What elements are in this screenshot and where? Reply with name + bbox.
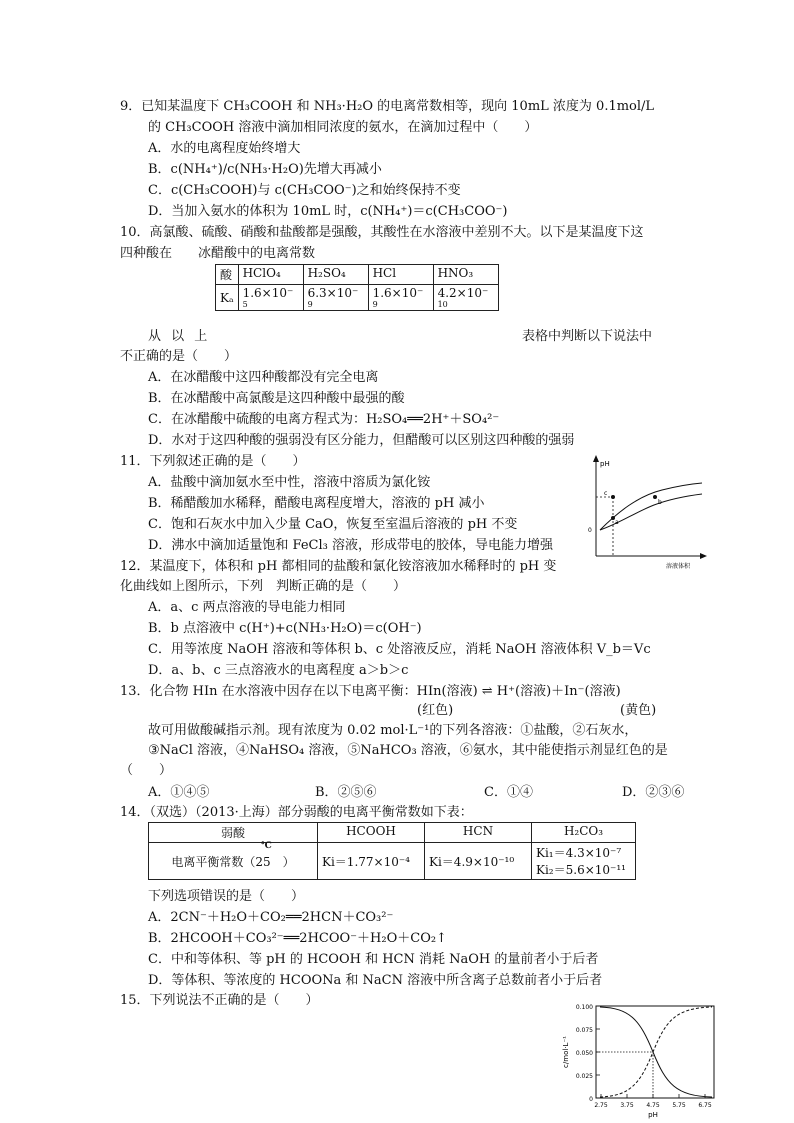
acid-curve	[600, 1007, 712, 1097]
table-cell: H₂SO₄	[303, 265, 368, 285]
table-cell: HCl	[368, 265, 433, 285]
x-tick-label: 5.75	[672, 1102, 686, 1109]
table-cell	[368, 285, 433, 311]
x-axis-label: 溶液体积	[666, 563, 691, 570]
q13-option-d: D．②③⑥	[622, 785, 685, 800]
table-row	[149, 843, 636, 880]
table-cell: Kₐ	[216, 285, 239, 311]
table-cell	[433, 285, 498, 311]
y-tick-label: 0.100	[575, 1004, 593, 1011]
q12-option-b: B．b 点溶液中 c(H⁺)+c(NH₃·H₂O)＝c(OH⁻)	[148, 621, 422, 636]
q13-red-label: (红色)	[417, 703, 454, 718]
ki1-value: Ki₁＝4.3×10⁻⁷	[536, 846, 622, 860]
q9-option-c: C．c(CH₃COOH)与 c(CH₃COO⁻)之和始终保持不变	[148, 183, 461, 198]
q10-stem-line1: 10．高氯酸、硫酸、硝酸和盐酸都是强酸，其酸性在水溶液中差别不大。以下是某温度下这	[120, 225, 644, 240]
table-cell	[238, 285, 303, 311]
y-tick-label: 0	[589, 1096, 593, 1103]
table-cell: HCN	[425, 823, 532, 843]
q12-stem-line1: 12．某温度下，体积和 pH 都相同的盐酸和氯化铵溶液加水稀释时的 pH 变	[120, 559, 557, 574]
x-tick-label: 6.75	[698, 1102, 712, 1109]
q12-option-c: C．用等浓度 NaOH 溶液和等体积 b、c 处溶液反应，消耗 NaOH 溶液体积 V_b＝Vc	[148, 642, 651, 657]
table-cell: 弱酸	[149, 823, 318, 843]
x-tick-label: 2.75	[594, 1102, 608, 1109]
x-axis-label: pH	[648, 1111, 658, 1119]
q11-option-c: C．饱和石灰水中加入少量 CaO，恢复至室温后溶液的 pH 不变	[148, 517, 518, 532]
point-label-b: b	[658, 499, 662, 506]
q13-option-c: C．①④	[484, 785, 533, 800]
q11-stem: 11．下列叙述正确的是（ ）	[120, 454, 306, 469]
q13-option-a: A．①④⑤	[148, 785, 210, 800]
q10-option-d: D．水对于这四种酸的强弱没有区分能力，但醋酸可以区别这四种酸的强弱	[148, 433, 575, 448]
table-cell: H₂CO₃	[532, 823, 636, 843]
point-label-a: a	[615, 519, 619, 526]
ka-exponent: 9	[372, 300, 378, 309]
x-tick-label: 4.75	[646, 1102, 660, 1109]
anion-curve	[600, 1007, 712, 1097]
table-cell: Ki＝4.9×10⁻¹⁰	[425, 843, 532, 880]
q12-ph-dilution-figure	[578, 452, 708, 572]
q10-stem-line2: 四种酸在 冰醋酸中的电离常数	[120, 246, 316, 261]
q10-option-c: C．在冰醋酸中硫酸的电离方程式为：H₂SO₄══2H⁺＋SO₄²⁻	[148, 412, 500, 427]
q10-ka-table	[215, 264, 499, 311]
origin-label: 0	[588, 527, 592, 534]
q14-option-c: C．中和等体积、等 pH 的 HCOOH 和 HCN 消耗 NaOH 的量前者小于后者	[148, 952, 599, 967]
q10-option-b: B．在冰醋酸中高氯酸是这四种酸中最强的酸	[148, 391, 405, 406]
table-cell: HCOOH	[318, 823, 425, 843]
point-c	[611, 495, 615, 499]
table-cell	[532, 843, 636, 880]
q14-sub-stem: 下列选项错误的是（ ）	[148, 889, 305, 904]
q11-option-b: B．稀醋酸加水稀释，醋酸电离程度增大，溶液的 pH 减小	[148, 496, 485, 511]
table-cell: HNO₃	[433, 265, 498, 285]
table-cell: HClO₄	[238, 265, 303, 285]
q13-stem-line2: 故可用做酸碱指示剂。现有浓度为 0.02 mol·L⁻¹的下列各溶液：①盐酸，②石灰水，	[148, 723, 638, 738]
q10-mid-right: 表格中判断以下说法中	[522, 329, 653, 344]
table-cell	[149, 843, 318, 880]
q12-stem-line2: 化曲线如上图所示，下列 判断正确的是（ ）	[120, 579, 407, 594]
q14-stem: 14．（双选）（2013·上海）部分弱酸的电离平衡常数如下表：	[120, 805, 473, 820]
q9-option-a: A．水的电离程度始终增大	[148, 141, 301, 156]
q10-stem-line3: 不正确的是（ ）	[120, 349, 238, 364]
ka-value: 1.6×10⁻	[242, 286, 294, 300]
row-label: 电离平衡常数（25 ）	[171, 854, 295, 869]
plot-frame	[596, 1006, 714, 1098]
ka-value: 1.6×10⁻	[372, 286, 424, 300]
ka-exponent: 5	[242, 300, 248, 309]
q13-answer-paren: （ ）	[120, 763, 173, 778]
x-axis-arrow	[700, 553, 707, 559]
q10-mid-left: 从 以 上	[148, 329, 211, 344]
q14-option-b: B．2HCOOH＋CO₃²⁻══2HCOO⁻＋H₂O＋CO₂↑	[148, 931, 447, 946]
q13-stem-line1: 13．化合物 HIn 在水溶液中因存在以下电离平衡：HIn(溶液) ⇌ H⁺(溶液)＋In⁻(溶液)	[120, 684, 621, 699]
ka-exponent: 10	[437, 300, 448, 309]
y-axis-label: c/mol·L⁻¹	[562, 1036, 570, 1068]
q9-stem-line2: 的 CH₃COOH 溶液中滴加相同浓度的氨水，在滴加过程中（ ）	[148, 120, 538, 135]
y-tick-label: 0.050	[575, 1050, 593, 1057]
q11-option-d: D．沸水中滴加适量饱和 FeCl₃ 溶液，形成带电的胶体，导电能力增强	[148, 538, 554, 553]
ka-value: 6.3×10⁻	[307, 286, 359, 300]
table-cell: 酸	[216, 265, 239, 285]
q9-option-b: B．c(NH₄⁺)/c(NH₃·H₂O)先增大再减小	[148, 162, 382, 177]
table-cell: Ki＝1.77×10⁻⁴	[318, 843, 425, 880]
q12-option-a: A．a、c 两点溶液的导电能力相同	[148, 600, 346, 615]
q14-option-a: A．2CN⁻＋H₂O＋CO₂══2HCN＋CO₃²⁻	[148, 910, 394, 925]
q12-option-d: D．a、b、c 三点溶液水的电离程度 a＞b＞c	[148, 663, 409, 678]
q9-stem-line1: 9．已知某温度下 CH₃COOH 和 NH₃·H₂O 的电离常数相等，现向 10mL 浓度为 0.1mol/L	[120, 99, 655, 114]
q13-yellow-label: (黄色)	[620, 703, 657, 718]
q14-constant-table	[148, 822, 636, 880]
ka-exponent: 9	[307, 300, 313, 309]
ki2-value: Ki₂＝5.6×10⁻¹¹	[536, 863, 626, 877]
y-axis-label: pH	[600, 460, 610, 468]
q15-concentration-figure	[552, 996, 722, 1120]
y-tick-label: 0.075	[575, 1027, 593, 1034]
q13-stem-line3: ③NaCl 溶液，④NaHSO₄ 溶液，⑤NaHCO₃ 溶液，⑥氨水，其中能使指示剂显红色的是	[148, 743, 668, 758]
point-label-c: c	[604, 490, 608, 497]
table-row	[216, 285, 499, 311]
q14-option-d: D．等体积、等浓度的 HCOONa 和 NaCN 溶液中所含离子总数前者小于后者	[148, 973, 603, 988]
celsius-mark: ℃	[261, 841, 272, 851]
y-tick-label: 0.025	[575, 1073, 593, 1080]
table-cell	[303, 285, 368, 311]
ka-value: 4.2×10⁻	[437, 286, 489, 300]
q10-option-a: A．在冰醋酸中这四种酸都没有完全电离	[148, 370, 379, 385]
table-row	[216, 265, 499, 285]
x-tick-label: 3.75	[620, 1102, 634, 1109]
y-axis-arrow	[593, 455, 599, 462]
q15-stem: 15．下列说法不正确的是（ ）	[120, 993, 319, 1008]
point-b	[653, 495, 657, 499]
q13-option-b: B．②⑤⑥	[315, 785, 377, 800]
table-row	[149, 823, 636, 843]
q9-option-d: D．当加入氨水的体积为 10mL 时，c(NH₄⁺)＝c(CH₃COO⁻)	[148, 204, 508, 219]
q11-option-a: A．盐酸中滴加氨水至中性，溶液中溶质为氯化铵	[148, 475, 431, 490]
